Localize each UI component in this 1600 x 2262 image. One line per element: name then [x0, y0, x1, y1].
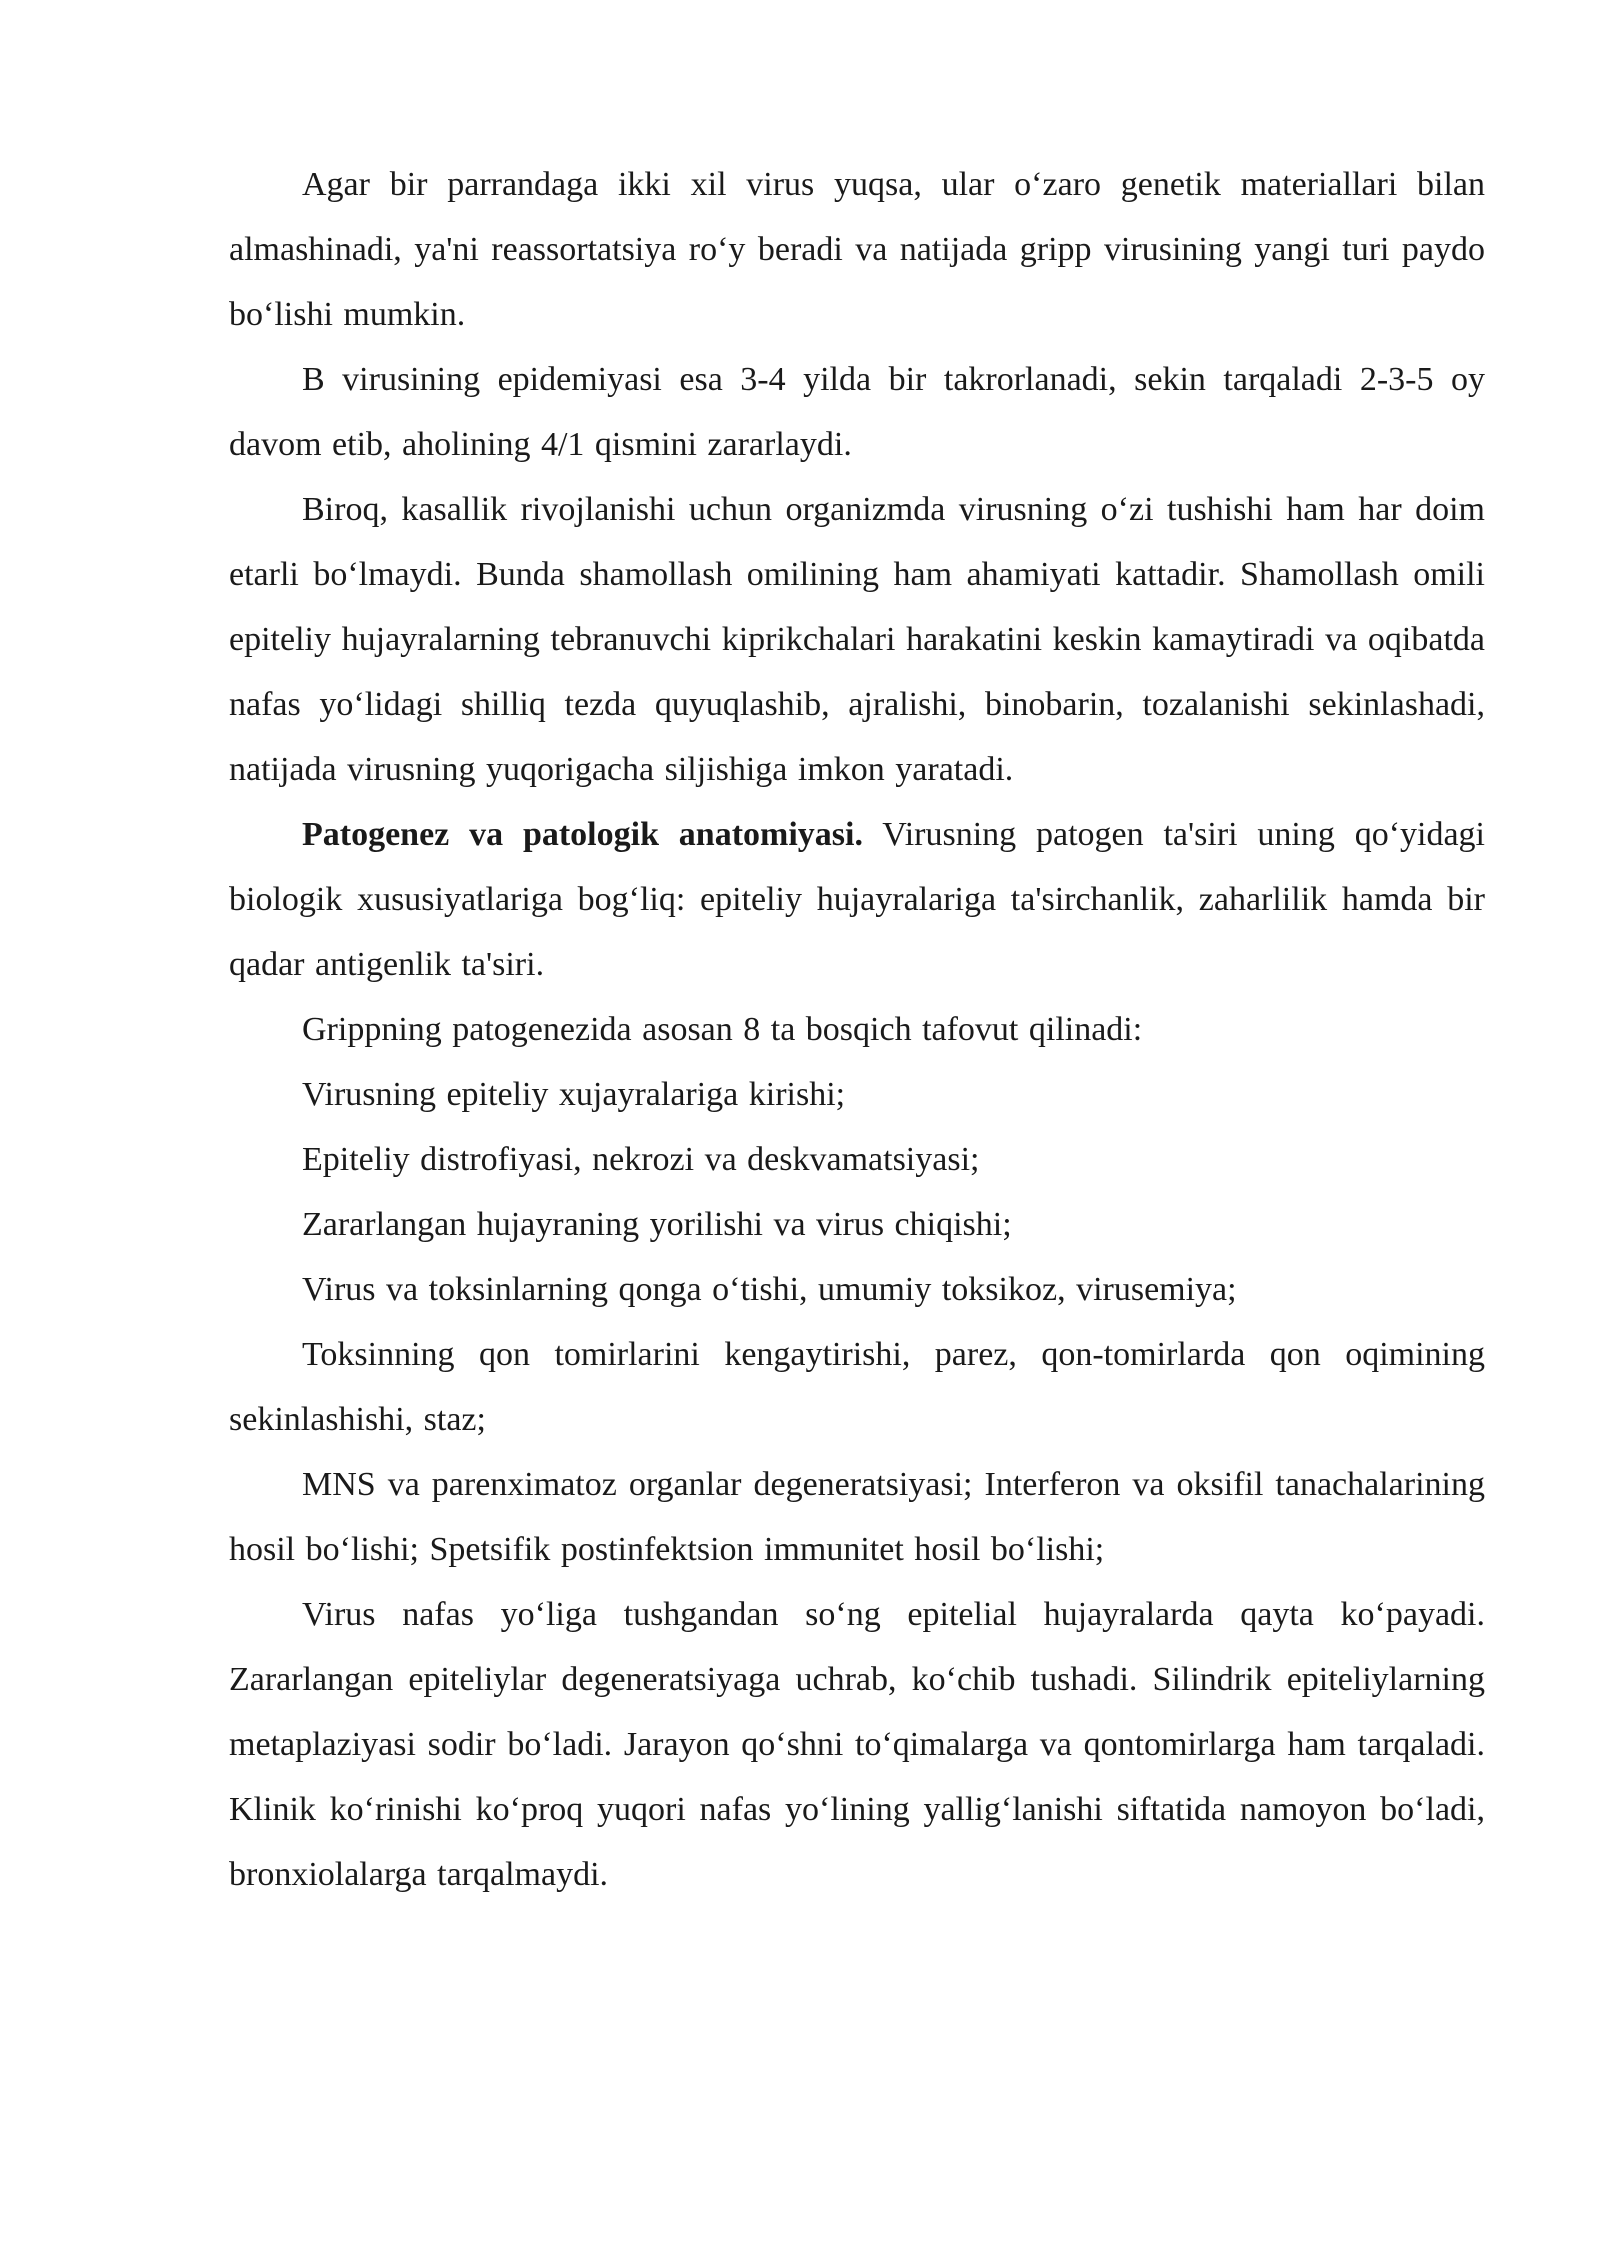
pathogenesis-text: Virusning patogen ta'siri uning qo‘yidagi biologik xususiyatlariga bog‘liq: epiteliy hujayralariga ta'sirchanlik, zaharlilik hamda bir qadar antigenlik ta'siri. [229, 816, 1486, 983]
stages-intro: Grippning patogenezida asosan 8 ta bosqich tafovut qilinadi: [302, 1011, 1143, 1048]
stage-item: MNS va parenximatoz organlar degeneratsiyasi; Interferon va oksifil tanachalarining hosil bo‘lishi; Spetsifik postinfektsion immunitet hosil bo‘lishi; [229, 1466, 1485, 1568]
paragraph-b-virus-epidemic: B virusining epidemiyasi esa 3-4 yilda bir takrorlanadi, sekin tarqaladi 2-3-5 oy davom etib, aholining 4/1 qismini zararlaydi. [229, 361, 1485, 463]
paragraph-pathogenesis [229, 802, 1485, 997]
stage-item: Epiteliy distrofiyasi, nekrozi va deskvamatsiyasi; [302, 1141, 980, 1178]
paragraph-cold-factor: Biroq, kasallik rivojlanishi uchun organizmda virusning o‘zi tushishi ham har doim etarli bo‘lmaydi. Bunda shamollash omilining ham ahamiyati kattadir. Shamollash omili epiteliy hujayralarning tebranuvchi kiprikchalari harakatini keskin kamaytiradi va oqibatda nafas yo‘lidagi shilliq tezda quyuqlashib, ajralishi, binobarin, tozalanishi sekinlashadi, natijada virusning yuqorigacha siljishiga imkon yaratadi. [229, 491, 1485, 788]
stage-item: Virus va toksinlarning qonga o‘tishi, umumiy toksikoz, virusemiya; [302, 1271, 1237, 1308]
document-page [229, 152, 1485, 1907]
stage-item: Toksinning qon tomirlarini kengaytirishi, parez, qon-tomirlarda qon oqimining sekinlashishi, staz; [229, 1336, 1485, 1438]
section-heading-pathogenesis: Patogenez va patologik anatomiyasi. [302, 816, 863, 853]
stage-item: Zararlangan hujayraning yorilishi va virus chiqishi; [302, 1206, 1012, 1243]
paragraph-closing: Virus nafas yo‘liga tushgandan so‘ng epitelial hujayralarda qayta ko‘payadi. Zararlangan epiteliylar degeneratsiyaga uchrab, ko‘chib tushadi. Silindrik epiteliylarning metaplaziyasi sodir bo‘ladi. Jarayon qo‘shni to‘qimalarga va qontomirlarga ham tarqaladi. Klinik ko‘rinishi ko‘proq yuqori nafas yo‘lining yallig‘lanishi siftatida namoyon bo‘ladi, bronxiolalarga tarqalmaydi. [229, 1596, 1485, 1893]
paragraph-reassortment: Agar bir parrandaga ikki xil virus yuqsa, ular o‘zaro genetik materiallari bilan almashinadi, ya'ni reassortatsiya ro‘y beradi va natijada gripp virusining yangi turi paydo bo‘lishi mumkin. [229, 166, 1485, 333]
stage-item: Virusning epiteliy xujayralariga kirishi; [302, 1076, 846, 1113]
